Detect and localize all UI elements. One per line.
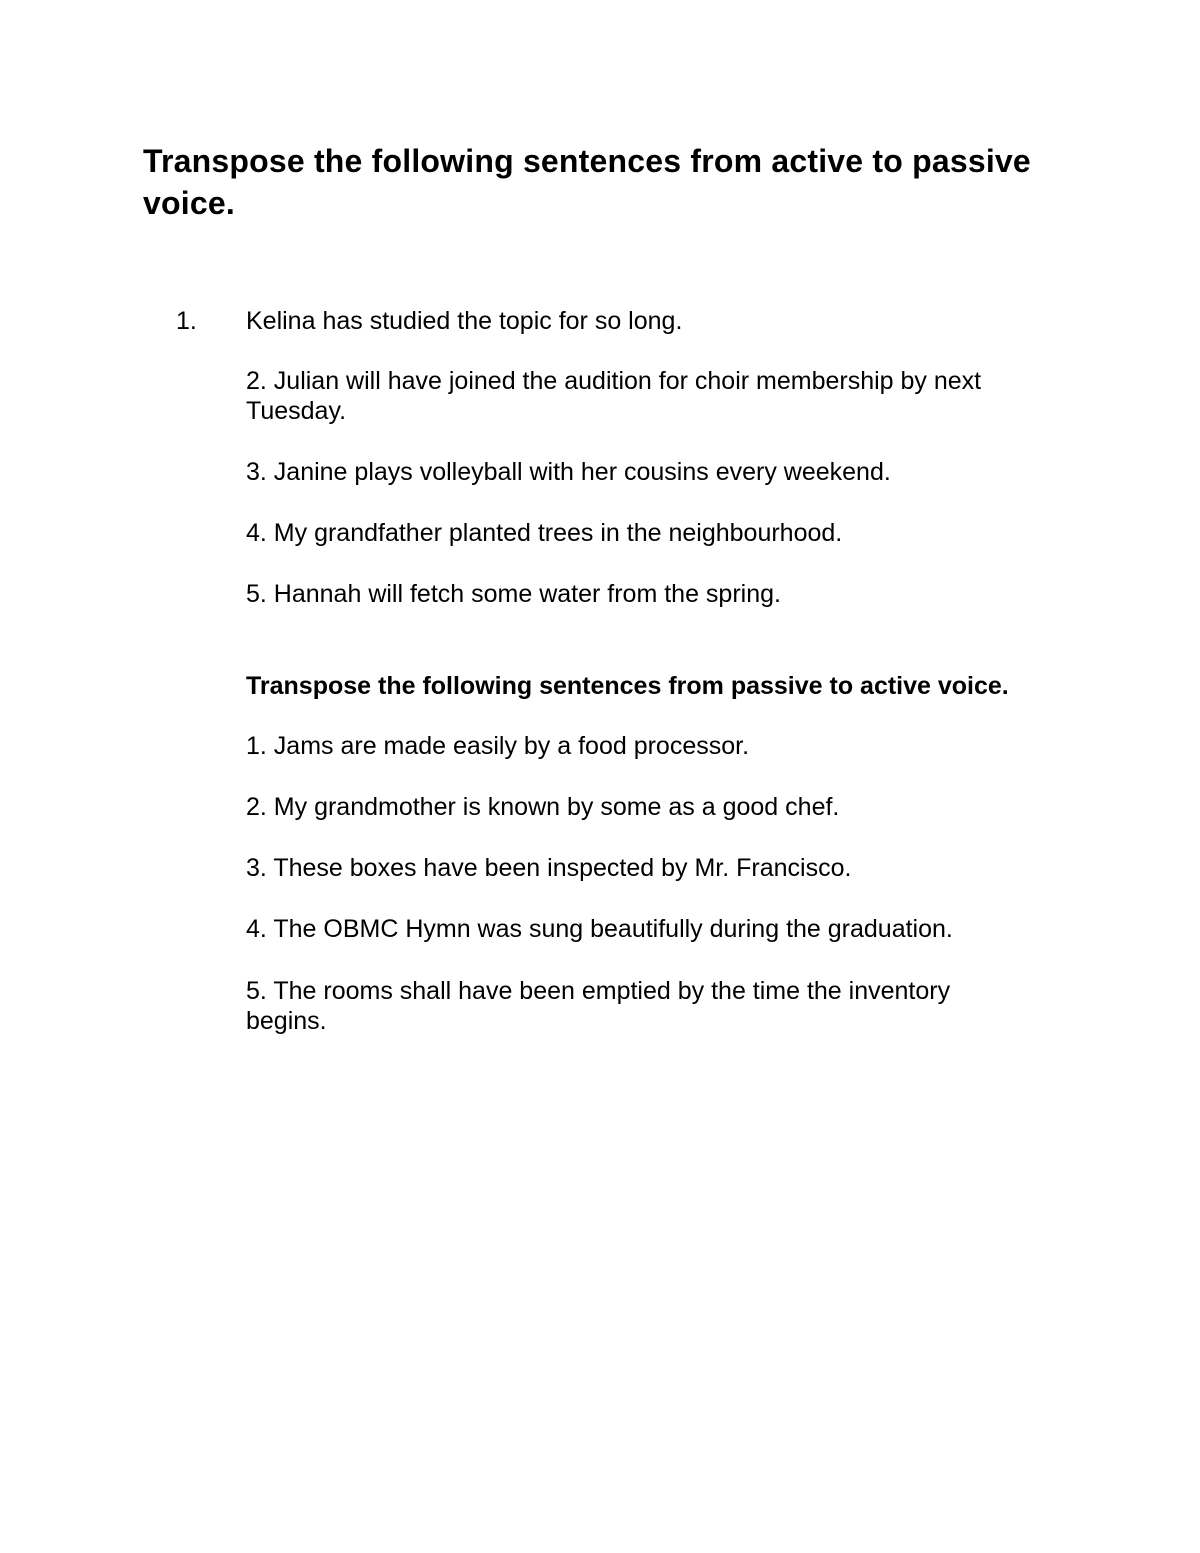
section-two-heading: Transpose the following sentences from passive to active voice. bbox=[246, 672, 1009, 700]
section-one-item-1-number: 1. bbox=[176, 307, 197, 335]
section-one-item-2: 2. Julian will have joined the audition for choir membership by next Tuesday. bbox=[246, 367, 982, 425]
section-one-item-1: Kelina has studied the topic for so long. bbox=[246, 307, 683, 335]
section-two-item-1: 1. Jams are made easily by a food processor. bbox=[246, 732, 750, 760]
section-one-heading: Transpose the following sentences from active to passive voice. bbox=[143, 143, 1031, 221]
section-one-item-3: 3. Janine plays volleyball with her cousins every weekend. bbox=[246, 458, 891, 486]
section-one-item-5: 5. Hannah will fetch some water from the spring. bbox=[246, 580, 781, 608]
section-two-item-4: 4. The OBMC Hymn was sung beautifully during the graduation. bbox=[246, 915, 953, 943]
section-two-item-5: 5. The rooms shall have been emptied by the time the inventory begins. bbox=[246, 977, 951, 1035]
section-two-item-2: 2. My grandmother is known by some as a good chef. bbox=[246, 793, 840, 821]
section-two-item-3: 3. These boxes have been inspected by Mr. Francisco. bbox=[246, 854, 852, 882]
section-one-item-4: 4. My grandfather planted trees in the neighbourhood. bbox=[246, 519, 843, 547]
